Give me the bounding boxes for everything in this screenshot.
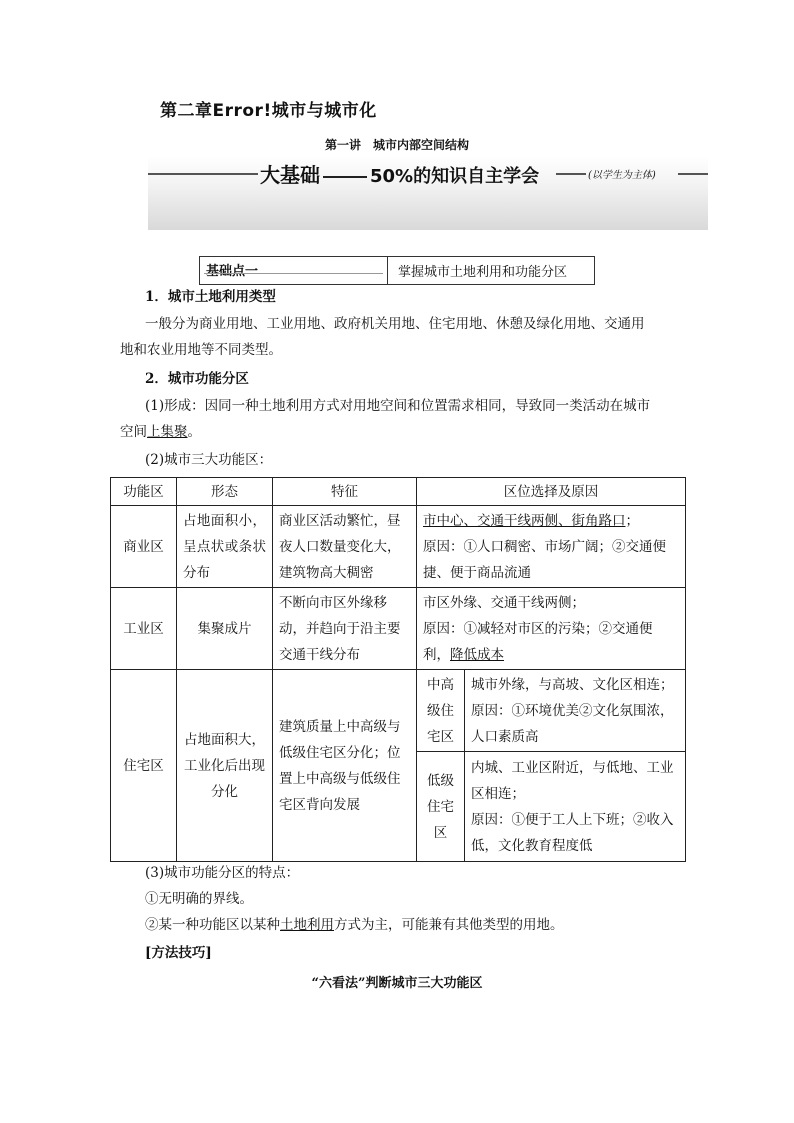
chapter-title: 第二章Error!城市与城市化 (160, 101, 377, 121)
section1-heading: 1．城市土地利用类型 (145, 289, 276, 305)
banner-heading-part1: 大基础 (260, 163, 320, 187)
commercial-reason: 原因：①人口稠密、市场广阔；②交通便捷、便于商品流通 (423, 538, 666, 581)
low-residential-name: 低级住宅区 (417, 752, 465, 862)
industrial-reason-underlined: 降低成本 (450, 646, 504, 663)
feature-point2 (145, 912, 705, 938)
formation-line2-underlined: 上集聚 (147, 424, 188, 440)
formation-line2-pre: 空间 (120, 424, 147, 440)
lecture-title: 第一讲 城市内部空间结构 (324, 138, 469, 152)
low-residential-location (465, 752, 686, 862)
high-residential-location (465, 670, 686, 752)
feature-point2-post: 方式为主，可能兼有其他类型的用地。 (334, 917, 564, 933)
formation-line1: (1)形成：因同一种土地利用方式对用地空间和位置需求相同，导致同一类活动在城市 (145, 398, 651, 414)
commercial-location-post: ； (625, 512, 639, 529)
banner-rule-mid (556, 173, 586, 175)
commercial-location-underlined: 市中心、交通干线两侧、街角路口 (423, 512, 626, 529)
method-label: [方法技巧] (145, 945, 212, 961)
industrial-name: 工业区 (111, 588, 177, 670)
industrial-location (417, 588, 686, 670)
method-title: “六看法”判断城市三大功能区 (311, 976, 483, 991)
industrial-feature: 不断向市区外缘移动，并趋向于沿主要交通干线分布 (273, 588, 417, 670)
section-banner (148, 156, 708, 230)
three-zones-label: (2)城市三大功能区： (145, 452, 273, 468)
table-header-row (111, 478, 686, 506)
commercial-feature: 商业区活动繁忙，昼夜人口数量变化大，建筑物高大稠密 (273, 506, 417, 588)
high-residential-reason: 原因：①环境优美②文化氛围浓，人口素质高 (471, 702, 674, 745)
knowledge-point-box (199, 256, 595, 285)
high-residential-name: 中高级住宅区 (417, 670, 465, 752)
commercial-form: 占地面积小，呈点状或条状分布 (177, 506, 273, 588)
table-row-industrial (111, 588, 686, 670)
header-form: 形态 (177, 478, 273, 506)
header-zone: 功能区 (111, 478, 177, 506)
section3-heading: (3)城市功能分区的特点： (145, 865, 300, 881)
formation-line2-post: 。 (187, 424, 201, 440)
banner-subtitle: (以学生为主体) (588, 170, 656, 181)
feature-point1: ①无明确的界线。 (145, 891, 253, 907)
commercial-name: 商业区 (111, 506, 177, 588)
header-location: 区位选择及原因 (417, 478, 686, 506)
banner-dash (323, 176, 367, 178)
header-feature: 特征 (273, 478, 417, 506)
function-zone-table (110, 477, 686, 862)
knowledge-point-label: 基础点一 (200, 257, 388, 284)
residential-form: 占地面积大，工业化后出现分化 (177, 670, 273, 862)
industrial-reason-pre: 原因：①减轻对市区的污染；②交通便利， (423, 620, 653, 663)
feature-point2-pre: ②某一种功能区以某种 (145, 917, 280, 933)
knowledge-point-content: 掌握城市土地利用和功能分区 (398, 265, 568, 280)
formation-line2 (120, 419, 680, 445)
residential-feature: 建筑质量上中高级与低级住宅区分化；位置上中高级与低级住宅区背向发展 (273, 670, 417, 862)
banner-rule-left (148, 173, 258, 175)
section1-text-line1: 一般分为商业用地、工业用地、政府机关用地、住宅用地、休憩及绿化用地、交通用 (145, 316, 645, 332)
industrial-location-text: 市区外缘、交通干线两侧； (423, 594, 585, 611)
banner-heading (260, 159, 539, 188)
low-residential-location-text: 内城、工业区附近，与低地、工业区相连； (471, 759, 674, 802)
feature-point2-underlined: 土地利用 (280, 917, 334, 933)
section1-text-line2: 地和农业用地等不同类型。 (120, 342, 282, 358)
section2-heading: 2．城市功能分区 (145, 371, 249, 387)
industrial-form: 集聚成片 (177, 588, 273, 670)
banner-rule-right (678, 173, 708, 175)
commercial-location (417, 506, 686, 588)
high-residential-location-text: 城市外缘，与高坡、文化区相连； (471, 676, 674, 693)
table-row-commercial (111, 506, 686, 588)
banner-heading-part2: 50%的知识自主学会 (370, 166, 540, 187)
residential-name: 住宅区 (111, 670, 177, 862)
table-row-residential-high (111, 670, 686, 752)
low-residential-reason: 原因：①便于工人上下班；②收入低，文化教育程度低 (471, 811, 674, 854)
